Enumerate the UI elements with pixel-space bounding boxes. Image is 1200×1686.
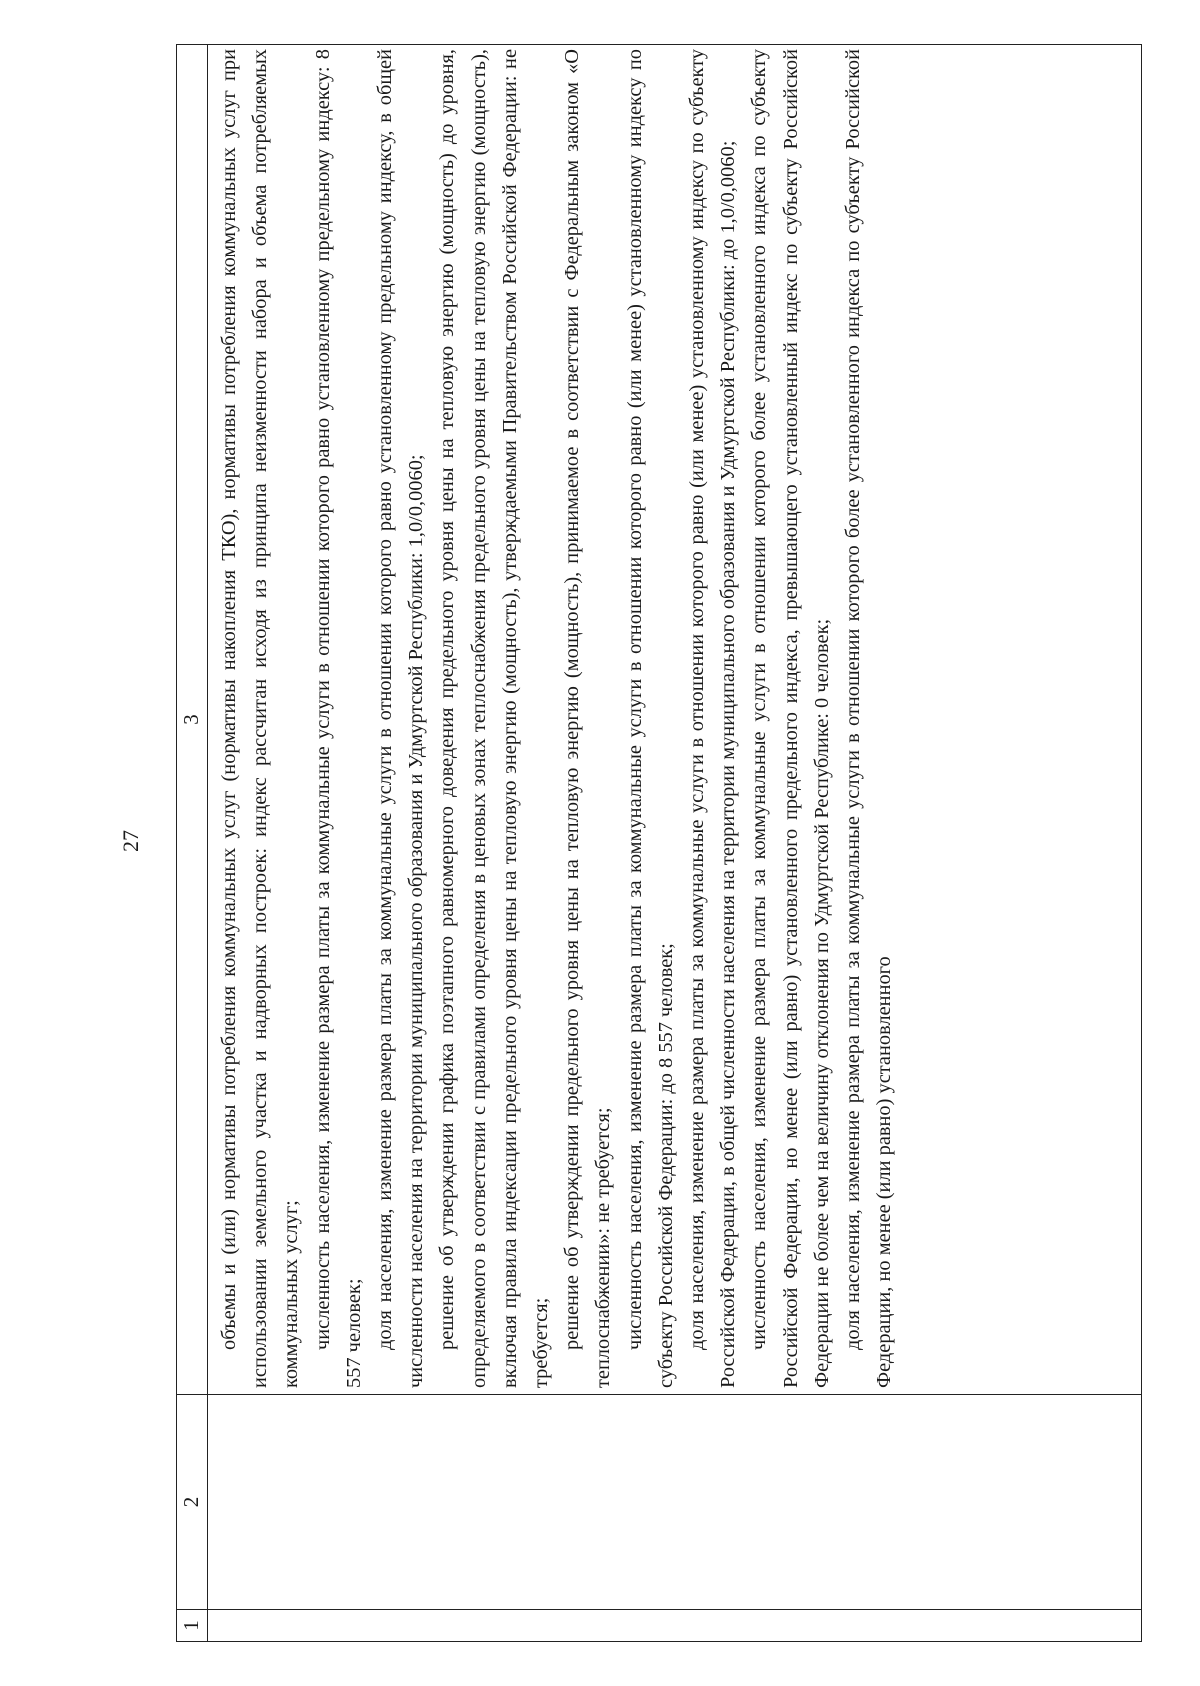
- paragraph: объемы и (или) нормативы потребления коммунальных услуг (нормативы накопления ТКО), нормативы потребления коммунальных услуг при использовании земельного участка и надворных построек: индекс рассчитан исходя из принципа неизменности набора и объема потребляемых коммунальных услуг;: [218, 49, 303, 1388]
- rotated-page-content: [176, 44, 1142, 1642]
- cell-text-block: [208, 45, 900, 1394]
- paragraph: решение об утверждении графика поэтапного равномерного доведения предельного уровня цены на тепловую энергию (мощность) до уровня, определяемого в соответствии с правилами определения в ценовых зонах теплоснабжения предельного уровня цены на тепловую энергию (мощность), включая правила индексации предельного уровня цены на тепловую энергию (мощность), утверждаемыми Правительством Российской Федерации: не требуется;: [436, 49, 553, 1388]
- paragraph: решение об утверждении предельного уровня цены на тепловую энергию (мощность), принимаемое в соответствии с Федеральным законом «О теплоснабжении»: не требуется;: [561, 49, 615, 1388]
- paragraph: численность населения, изменение размера платы за коммунальные услуги в отношении которого более установленного индекса по субъекту Российской Федерации, но менее (или равно) установленного предельного индекса, превышающего установленный индекс по субъекту Российской Федерации не более чем на величину отклонения по Удмуртской Республике: 0 человек;: [748, 49, 833, 1388]
- paragraph: доля населения, изменение размера платы за коммунальные услуги в отношении которого равно (или менее) установленному индексу по субъекту Российской Федерации, в общей численности населения на территории муниципального образования и Удмуртской Республики: до 1,0/0,0060;: [686, 49, 740, 1388]
- paragraph: доля населения, изменение размера платы за коммунальные услуги в отношении которого равно установленному предельному индексу, в общей численности населения на территории муниципального образования и Удмуртской Республики: 1,0/0,0060;: [374, 49, 428, 1388]
- column-header-3: 3: [177, 45, 208, 1395]
- cell-col-2: [208, 1395, 1142, 1610]
- cell-col-3: [208, 45, 1142, 1395]
- table-header-row: [177, 45, 208, 1642]
- table-row: [208, 45, 1142, 1642]
- tariff-table: [176, 44, 1142, 1642]
- page-number: 27: [118, 830, 143, 852]
- paragraph: численность населения, изменение размера платы за коммунальные услуги в отношении которого равно (или менее) установленному индексу по субъекту Российской Федерации: до 8 557 человек;: [623, 49, 677, 1388]
- column-header-1: 1: [177, 1610, 208, 1642]
- paragraph: доля населения, изменение размера платы за коммунальные услуги в отношении которого более установленного индекса по субъекту Российской Федерации, но менее (или равно) установленного: [842, 49, 896, 1388]
- cell-col-1: [208, 1610, 1142, 1642]
- column-header-2: 2: [177, 1395, 208, 1610]
- paragraph: численность населения, изменение размера платы за коммунальные услуги в отношении которого равно установленному предельному индексу: 8 557 человек;: [311, 49, 365, 1388]
